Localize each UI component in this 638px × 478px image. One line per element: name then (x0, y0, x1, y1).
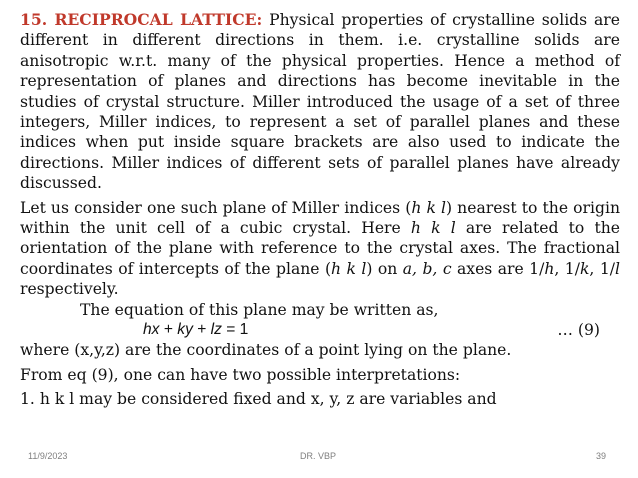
miller-hkl: h k l (411, 198, 446, 217)
fraction-one: 1/ (564, 259, 580, 278)
interpretation-item-1: 1. h k l may be considered fixed and x, y, z are variables and (20, 390, 497, 409)
text-run: respectively. (20, 280, 119, 299)
paragraph-plane (20, 198, 620, 300)
equation-number: … (9) (557, 321, 600, 340)
equation-intro: The equation of this plane may be written as, (80, 300, 439, 319)
text-run: Let us consider one such plane of Miller indices ( (20, 198, 412, 217)
footer-author: DR. VBP (300, 451, 337, 461)
term-lz: lz (210, 321, 222, 339)
var-l: l (615, 259, 620, 278)
equation-line (20, 320, 620, 340)
text-run: ) on (366, 259, 403, 278)
from-line: From eq (9), one can have two possible interpretations: (20, 365, 461, 384)
miller-hkl: h k l (331, 259, 367, 278)
term-ky: ky (177, 321, 193, 339)
plus: + (192, 321, 211, 339)
where-line: where (x,y,z) are the coordinates of a point lying on the plane. (20, 341, 512, 360)
axes-abc: a, b, c (402, 259, 452, 278)
separator: , (589, 259, 600, 278)
slide-body (20, 10, 620, 410)
miller-hkl: h k l (410, 219, 456, 238)
fraction-one: 1/ (599, 259, 615, 278)
paragraph-intro (20, 10, 620, 194)
text-run: are related to the orientation of the plane with reference to the crystal axes. The fractional coordinates of intercepts of the plane ( (20, 219, 620, 278)
var-k: k (579, 259, 590, 278)
plus: + (159, 321, 178, 339)
fraction-one: 1/ (529, 259, 545, 278)
equals-one: = 1 (221, 321, 249, 339)
footer-date: 11/9/2023 (28, 451, 68, 461)
equation (143, 320, 248, 340)
separator: , (554, 259, 565, 278)
text-run: ) nearest to the origin within the unit cell of a cubic crystal. Here (20, 198, 620, 238)
section-heading: 15. RECIPROCAL LATTICE: (20, 10, 263, 29)
var-h: h (544, 259, 555, 278)
text-run: axes are (451, 259, 530, 278)
footer-page-number: 39 (596, 451, 607, 461)
intro-text: Physical properties of crystalline solids are different in different directions in them. i.e. crystalline solids are anisotropic w.r.t. many of the physical properties. Hence a method of representation of planes and directions has become inevitable in the studies of crystal structure. Miller introduced the usage of a set of three integers, Miller indices, to represent a set of parallel planes and these indices when put inside square brackets are also used to indicate the directions. Miller indices of different sets of parallel planes have already discussed. (20, 11, 620, 193)
term-hx: hx (143, 321, 160, 339)
